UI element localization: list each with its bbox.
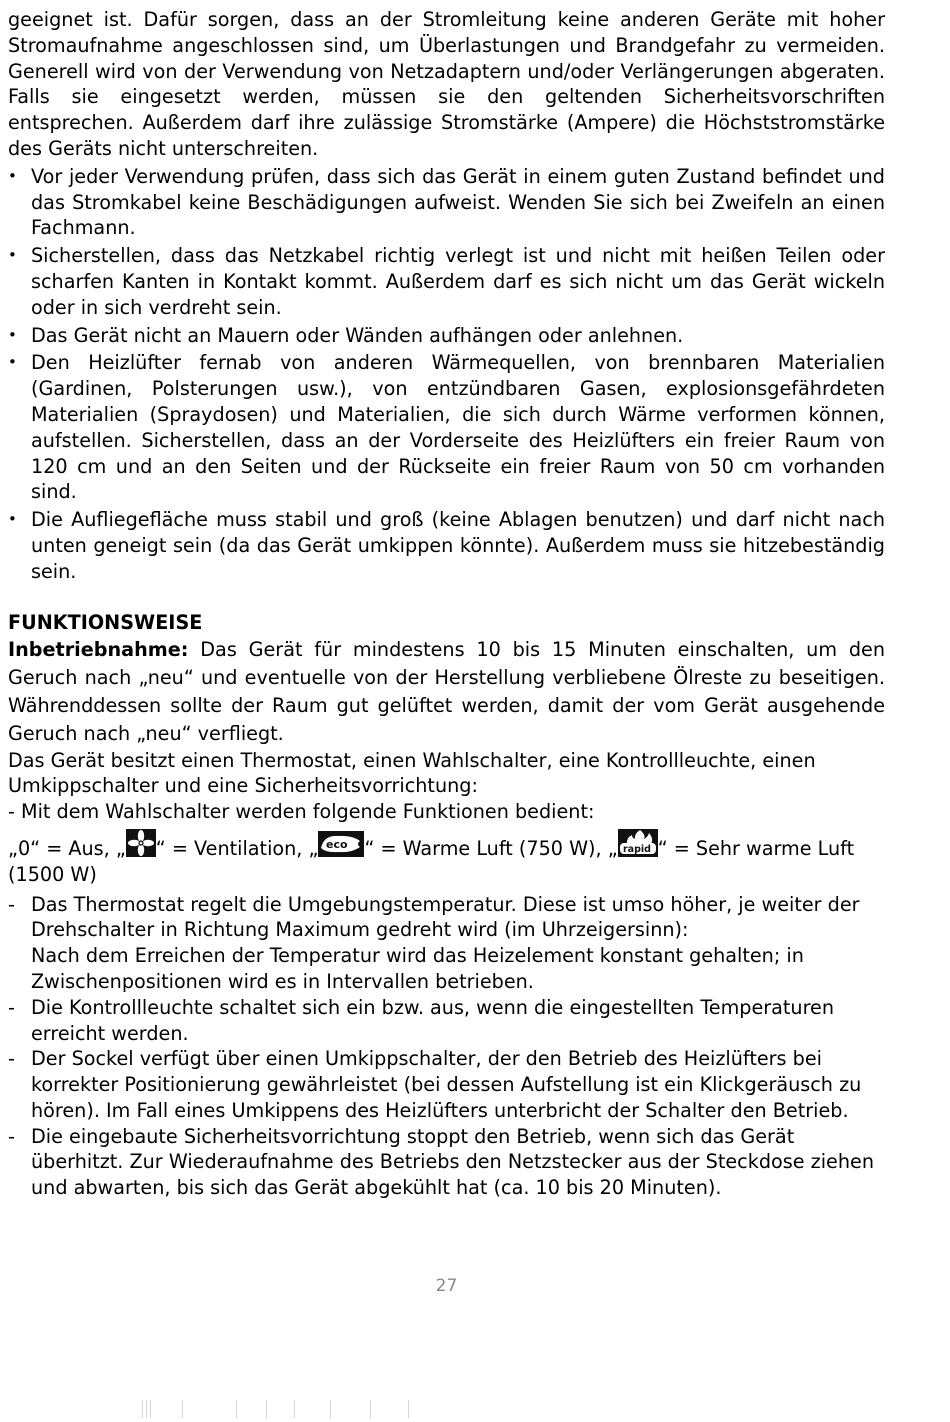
commissioning-text: Das Gerät für mindestens 10 bis 15 Minuten einschalten, um den Geruch nach „neu“ und eventuelle von der Herstellung verbliebene Ölreste zu beseitigen. Währenddessen sollte der Raum gut gelüftet werden, damit der vom Gerät ausgehende Geruch nach „neu“ verfliegt. — [8, 637, 885, 745]
bullet-glyph: • — [8, 353, 17, 372]
dash-glyph: - — [8, 995, 15, 1019]
rapid-icon — [618, 829, 658, 857]
bullet-glyph: • — [8, 510, 17, 529]
function-dash-text: Der Sockel verfügt über einen Umkippschalter, der den Betrieb des Heizlüfters bei korrekter Positionierung gewährleistet (bei dessen Aufstellung ist ein Klickgeräusch zu hören). Im Fall eines Umkippens des Heizlüfters unterbricht der Schalter den Betrieb. — [31, 1047, 862, 1122]
scan-mark — [146, 1400, 147, 1418]
safety-bullet-list — [8, 164, 885, 585]
fan-icon — [126, 829, 156, 857]
eco-icon-label: eco — [326, 837, 348, 851]
scan-mark — [370, 1400, 371, 1418]
scan-mark — [408, 1400, 409, 1418]
device-description: Das Gerät besitzt einen Thermostat, einen Wahlschalter, eine Kontrollleuchte, einen Umkippschalter und eine Sicherheitsvorrichtung: — [8, 748, 816, 798]
eco-icon — [318, 831, 364, 857]
function-dash-item — [8, 1124, 885, 1201]
safety-bullet-item — [8, 243, 885, 320]
scan-mark — [142, 1400, 143, 1418]
safety-bullet-item — [8, 164, 885, 241]
bullet-glyph: • — [8, 325, 17, 344]
section-title: FUNKTIONSWEISE — [8, 610, 203, 634]
scan-mark — [182, 1400, 183, 1418]
bullet-glyph: • — [8, 246, 17, 265]
safety-bullet-text: Den Heizlüfter fernab von anderen Wärmequellen, von brennbaren Materialien (Gardinen, Polsterungen usw.), von entzündbaren Gasen, explosionsgefährdeten Materialien (Spraydosen) und Materialien, die sich durch Wärme verformen können, aufstellen. Sicherstellen, dass an der Vorderseite des Heizlüfters ein freier Raum von 120 cm und an den Seiten und der Rückseite ein freier Raum von 50 cm vorhanden sind. — [31, 351, 885, 504]
commissioning-paragraph — [8, 636, 885, 748]
rapid-icon-label: rapid — [622, 843, 651, 855]
dash-glyph: - — [8, 1047, 15, 1071]
safety-bullet-text: Vor jeder Verwendung prüfen, dass sich das Gerät in einem guten Zustand befindet und das Stromkabel keine Beschädigungen aufweist. Wenden Sie sich bei Zweifeln an einen Fachmann. — [31, 164, 885, 240]
function-dash-text: Das Thermostat regelt die Umgebungstemperatur. Diese ist umso höher, je weiter der Drehschalter in Richtung Maximum gedreht wird (im Uhrzeigersinn): — [31, 892, 860, 942]
scan-mark — [330, 1400, 331, 1418]
scan-mark — [266, 1400, 267, 1418]
safety-bullet-item — [8, 507, 885, 584]
function-dash-text: Die eingebaute Sicherheitsvorrichtung stoppt den Betrieb, wenn sich das Gerät überhitzt. Zur Wiederaufnahme des Betriebs den Netzstecker aus der Steckdose ziehen und abwarten, bis sich das Gerät abgekühlt hat (ca. 10 bis 20 Minuten). — [31, 1124, 874, 1200]
dash-glyph: - — [8, 1124, 15, 1148]
dash-glyph: - — [8, 892, 15, 916]
document-page — [8, 7, 885, 1201]
function-dash-item — [8, 995, 885, 1047]
scan-mark — [294, 1400, 295, 1418]
safety-bullet-item — [8, 323, 885, 349]
modes-description — [8, 829, 885, 888]
footer-scan-marks — [138, 1400, 418, 1420]
safety-bullet-text: Das Gerät nicht an Mauern oder Wänden aufhängen oder anlehnen. — [31, 323, 684, 347]
safety-bullet-text: Sicherstellen, dass das Netzkabel richtig verlegt ist und nicht mit heißen Teilen oder scharfen Kanten in Kontakt kommt. Außerdem darf es sich nicht um das Gerät wickeln oder in sich verdreht sein. — [31, 244, 885, 319]
safety-bullet-text: Die Aufliegefläche muss stabil und groß (keine Ablagen benutzen) und darf nicht nach unten geneigt sein (da das Gerät umkippen könnte). Außerdem muss sie hitzebeständig sein. — [31, 508, 885, 583]
scan-mark — [236, 1400, 237, 1418]
selector-intro: - Mit dem Wahlschalter werden folgende Funktionen bedient: — [8, 800, 595, 824]
safety-bullet-item — [8, 350, 885, 505]
function-dash-text: Die Kontrollleuchte schaltet sich ein bzw. aus, wenn die eingestellten Temperaturen erreicht werden. — [31, 995, 835, 1045]
function-dash-text: Nach dem Erreichen der Temperatur wird das Heizelement konstant gehalten; in Zwischenpositionen wird es in Intervallen betrieben. — [31, 944, 804, 993]
scan-mark — [150, 1400, 151, 1418]
function-dash-item — [8, 892, 885, 995]
function-dash-item — [8, 1046, 885, 1123]
modes-text-4: “ = Sehr warme Luft (1500 W) — [8, 836, 855, 886]
modes-text-3: “ = Warme Luft (750 W), „ — [364, 836, 618, 860]
intro-paragraph: geeignet ist. Dafür sorgen, dass an der Stromleitung keine anderen Geräte mit hoher Stromaufnahme angeschlossen sind, um Überlastungen und Brandgefahr zu vermeiden. Generell wird von der Verwendung von Netzadaptern und/oder Verlängerungen abgeraten. Falls sie eingesetzt werden, müssen sie den geltenden Sicherheitsvorschriften entsprechen. Außerdem darf ihre zulässige Stromstärke (Ampere) die Höchststromstärke des Geräts nicht unterschreiten. — [8, 8, 885, 160]
function-dash-list — [8, 892, 885, 1202]
page-number: 27 — [435, 1276, 458, 1296]
modes-text-2: “ = Ventilation, „ — [155, 836, 319, 860]
commissioning-label: Inbetriebnahme: — [8, 637, 189, 661]
bullet-glyph: • — [8, 166, 17, 185]
modes-text-1: „0“ = Aus, „ — [8, 836, 126, 860]
